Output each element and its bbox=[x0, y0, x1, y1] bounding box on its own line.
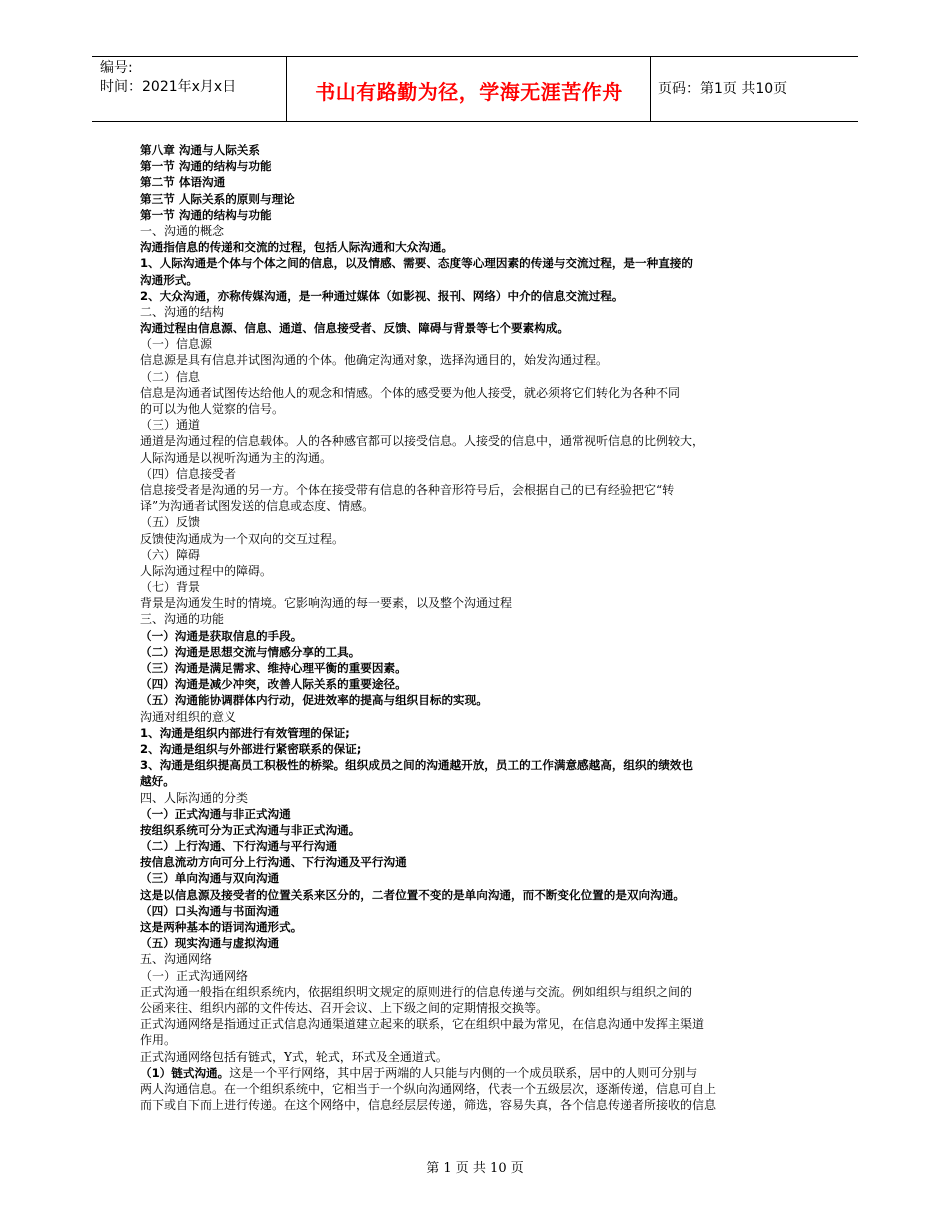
text-line: 3、沟通是组织提高员工积极性的桥梁。组织成员之间的沟通越开放，员工的工作满意感越高，组织的绩效也 bbox=[140, 758, 693, 773]
text-line: （一）信息源 bbox=[140, 337, 213, 352]
text-line: 信息接受者是沟通的另一方。个体在接受带有信息的各种音形符号后，会根据自己的已有经验把它“转 bbox=[140, 482, 675, 497]
text-line: 越好。 bbox=[140, 774, 175, 789]
text-line: （三）通道 bbox=[140, 418, 201, 433]
text-line: 1、人际沟通是个体与个体之间的信息，以及情感、需要、态度等心理因素的传递与交流过程，是一种直接的 bbox=[140, 256, 693, 271]
text-line: 三、沟通的功能 bbox=[140, 612, 225, 627]
text-line: 两人沟通信息。在一个组织系统中，它相当于一个纵向沟通网络，代表一个五级层次，逐渐传递，信息可自上 bbox=[140, 1081, 717, 1096]
text-line: 第一节 沟通的结构与功能 bbox=[140, 159, 272, 174]
header-page-number: 页码：第1页 共10页 bbox=[658, 81, 788, 97]
text-line: 沟通指信息的传递和交流的过程，包括人际沟通和大众沟通。 bbox=[140, 240, 454, 255]
text-line: （四）信息接受者 bbox=[140, 466, 237, 481]
text-line: 反馈使沟通成为一个双向的交互过程。 bbox=[140, 531, 345, 546]
text-line: 通道是沟通过程的信息载体。人的各种感官都可以接受信息。人接受的信息中，通常视听信息的比例较大， bbox=[140, 434, 705, 449]
text-line: 1、沟通是组织内部进行有效管理的保证; bbox=[140, 725, 350, 740]
text-line: 的可以为他人觉察的信号。 bbox=[140, 402, 285, 416]
text-line: （1）链式沟通。这是一个平行网络，其中居于两端的人只能与内侧的一个成员联系，居中的人则可分别与 bbox=[140, 1065, 698, 1080]
text-line: （五）反馈 bbox=[140, 515, 201, 530]
page-header bbox=[92, 56, 858, 122]
text-line: 第一节 沟通的结构与功能 bbox=[140, 207, 272, 222]
text-line: 正式沟通网络是指通过正式信息沟通渠道建立起来的联系，它在组织中最为常见，在信息沟通中发挥主渠道 bbox=[140, 1017, 705, 1032]
text-line: 正式沟通一般指在组织系统内，依据组织明文规定的原则进行的信息传递与交流。例如组织与组织之间的 bbox=[140, 984, 693, 999]
text-line: （一）正式沟通与非正式沟通 bbox=[140, 806, 291, 821]
text-line: 沟通对组织的意义 bbox=[140, 709, 237, 724]
header-divider bbox=[286, 57, 287, 121]
text-line: （一）沟通是获取信息的手段。 bbox=[140, 628, 303, 643]
text-line: 按信息流动方向可分上行沟通、下行沟通及平行沟通 bbox=[140, 855, 407, 870]
text-line: 第三节 人际关系的原则与理论 bbox=[140, 191, 295, 206]
text-line: 作用。 bbox=[140, 1033, 177, 1048]
text-line: 第八章 沟通与人际关系 bbox=[140, 143, 260, 157]
text-line: 而下或自下而上进行传递。在这个网络中，信息经层层传递，筛选，容易失真，各个信息传递者所接收的信息 bbox=[140, 1098, 717, 1113]
document-code-label: 编号: bbox=[100, 60, 133, 76]
text-line: （七）背景 bbox=[140, 580, 201, 595]
text-line: 信息是沟通者试图传达给他人的观念和情感。个体的感受要为他人接受，就必须将它们转化为各种不同 bbox=[140, 385, 681, 400]
text-line: 第二节 体语沟通 bbox=[140, 175, 226, 190]
text-line: 四、人际沟通的分类 bbox=[140, 790, 249, 805]
text-line: 信息源是具有信息并试图沟通的个体。他确定沟通对象，选择沟通目的，始发沟通过程。 bbox=[140, 353, 609, 368]
text-line: 人际沟通是以视听沟通为主的沟通。 bbox=[140, 450, 333, 465]
text-line: （四）口头沟通与书面沟通 bbox=[140, 903, 280, 918]
text-line: （二）上行沟通、下行沟通与平行沟通 bbox=[140, 839, 338, 854]
text-line: 这是以信息源及接受者的位置关系来区分的，二者位置不变的是单向沟通，而不断变化位置的是双向沟通。 bbox=[140, 887, 685, 902]
text-line: （五）沟通能协调群体内行动，促进效率的提高与组织目标的实现。 bbox=[140, 693, 488, 708]
text-line: 这是两种基本的语词沟通形式。 bbox=[140, 920, 303, 934]
text-line: （六）障碍 bbox=[140, 547, 201, 562]
text-line: （五）现实沟通与虚拟沟通 bbox=[140, 936, 280, 951]
text-line: （三）单向沟通与双向沟通 bbox=[140, 871, 280, 886]
text-line: 一、沟通的概念 bbox=[140, 223, 225, 238]
text-line: 译”为沟通者试图发送的信息或态度、情感。 bbox=[140, 499, 375, 514]
text-line: 2、沟通是组织与外部进行紧密联系的保证; bbox=[140, 741, 362, 756]
document-body bbox=[140, 142, 820, 1113]
document-date-label: 时间：2021年x月x日 bbox=[100, 79, 237, 95]
text-line: （二）沟通是思想交流与情感分享的工具。 bbox=[140, 644, 361, 659]
text-line: 2、大众沟通，亦称传媒沟通，是一种通过媒体（如影视、报刊、网络）中介的信息交流过程。 bbox=[140, 288, 624, 303]
text-line: （三）沟通是满足需求、维持心理平衡的重要因素。 bbox=[140, 661, 407, 675]
header-divider bbox=[650, 57, 651, 121]
text-line: 沟通形式。 bbox=[140, 272, 198, 287]
text-line: 按组织系统可分为正式沟通与非正式沟通。 bbox=[140, 822, 361, 837]
text-line: （四）沟通是减少冲突，改善人际关系的重要途径。 bbox=[140, 677, 407, 692]
text-line: 二、沟通的结构 bbox=[140, 304, 225, 319]
text-line: 正式沟通网络包括有链式，Y式，轮式，环式及全通道式。 bbox=[140, 1049, 448, 1064]
text-line: （二）信息 bbox=[140, 369, 201, 384]
header-motto: 书山有路勤为径，学海无涯苦作舟 bbox=[315, 80, 623, 104]
text-line: 背景是沟通发生时的情境。它影响沟通的每一要素，以及整个沟通过程 bbox=[140, 596, 513, 611]
inline-bold-label: （1）链式沟通。 bbox=[140, 1065, 230, 1080]
text-line: 沟通过程由信息源、信息、通道、信息接受者、反馈、障碍与背景等七个要素构成。 bbox=[140, 321, 569, 336]
header-meta bbox=[100, 59, 236, 97]
text-line: 公函来往、组织内部的文件传达、召开会议、上下级之间的定期情报交换等。 bbox=[140, 1000, 549, 1015]
text-line: （一）正式沟通网络 bbox=[140, 968, 249, 983]
text-line: 人际沟通过程中的障碍。 bbox=[140, 563, 273, 578]
page-footer: 第 1 页 共 10 页 bbox=[426, 1161, 524, 1176]
text-line: 五、沟通网络 bbox=[140, 952, 213, 967]
